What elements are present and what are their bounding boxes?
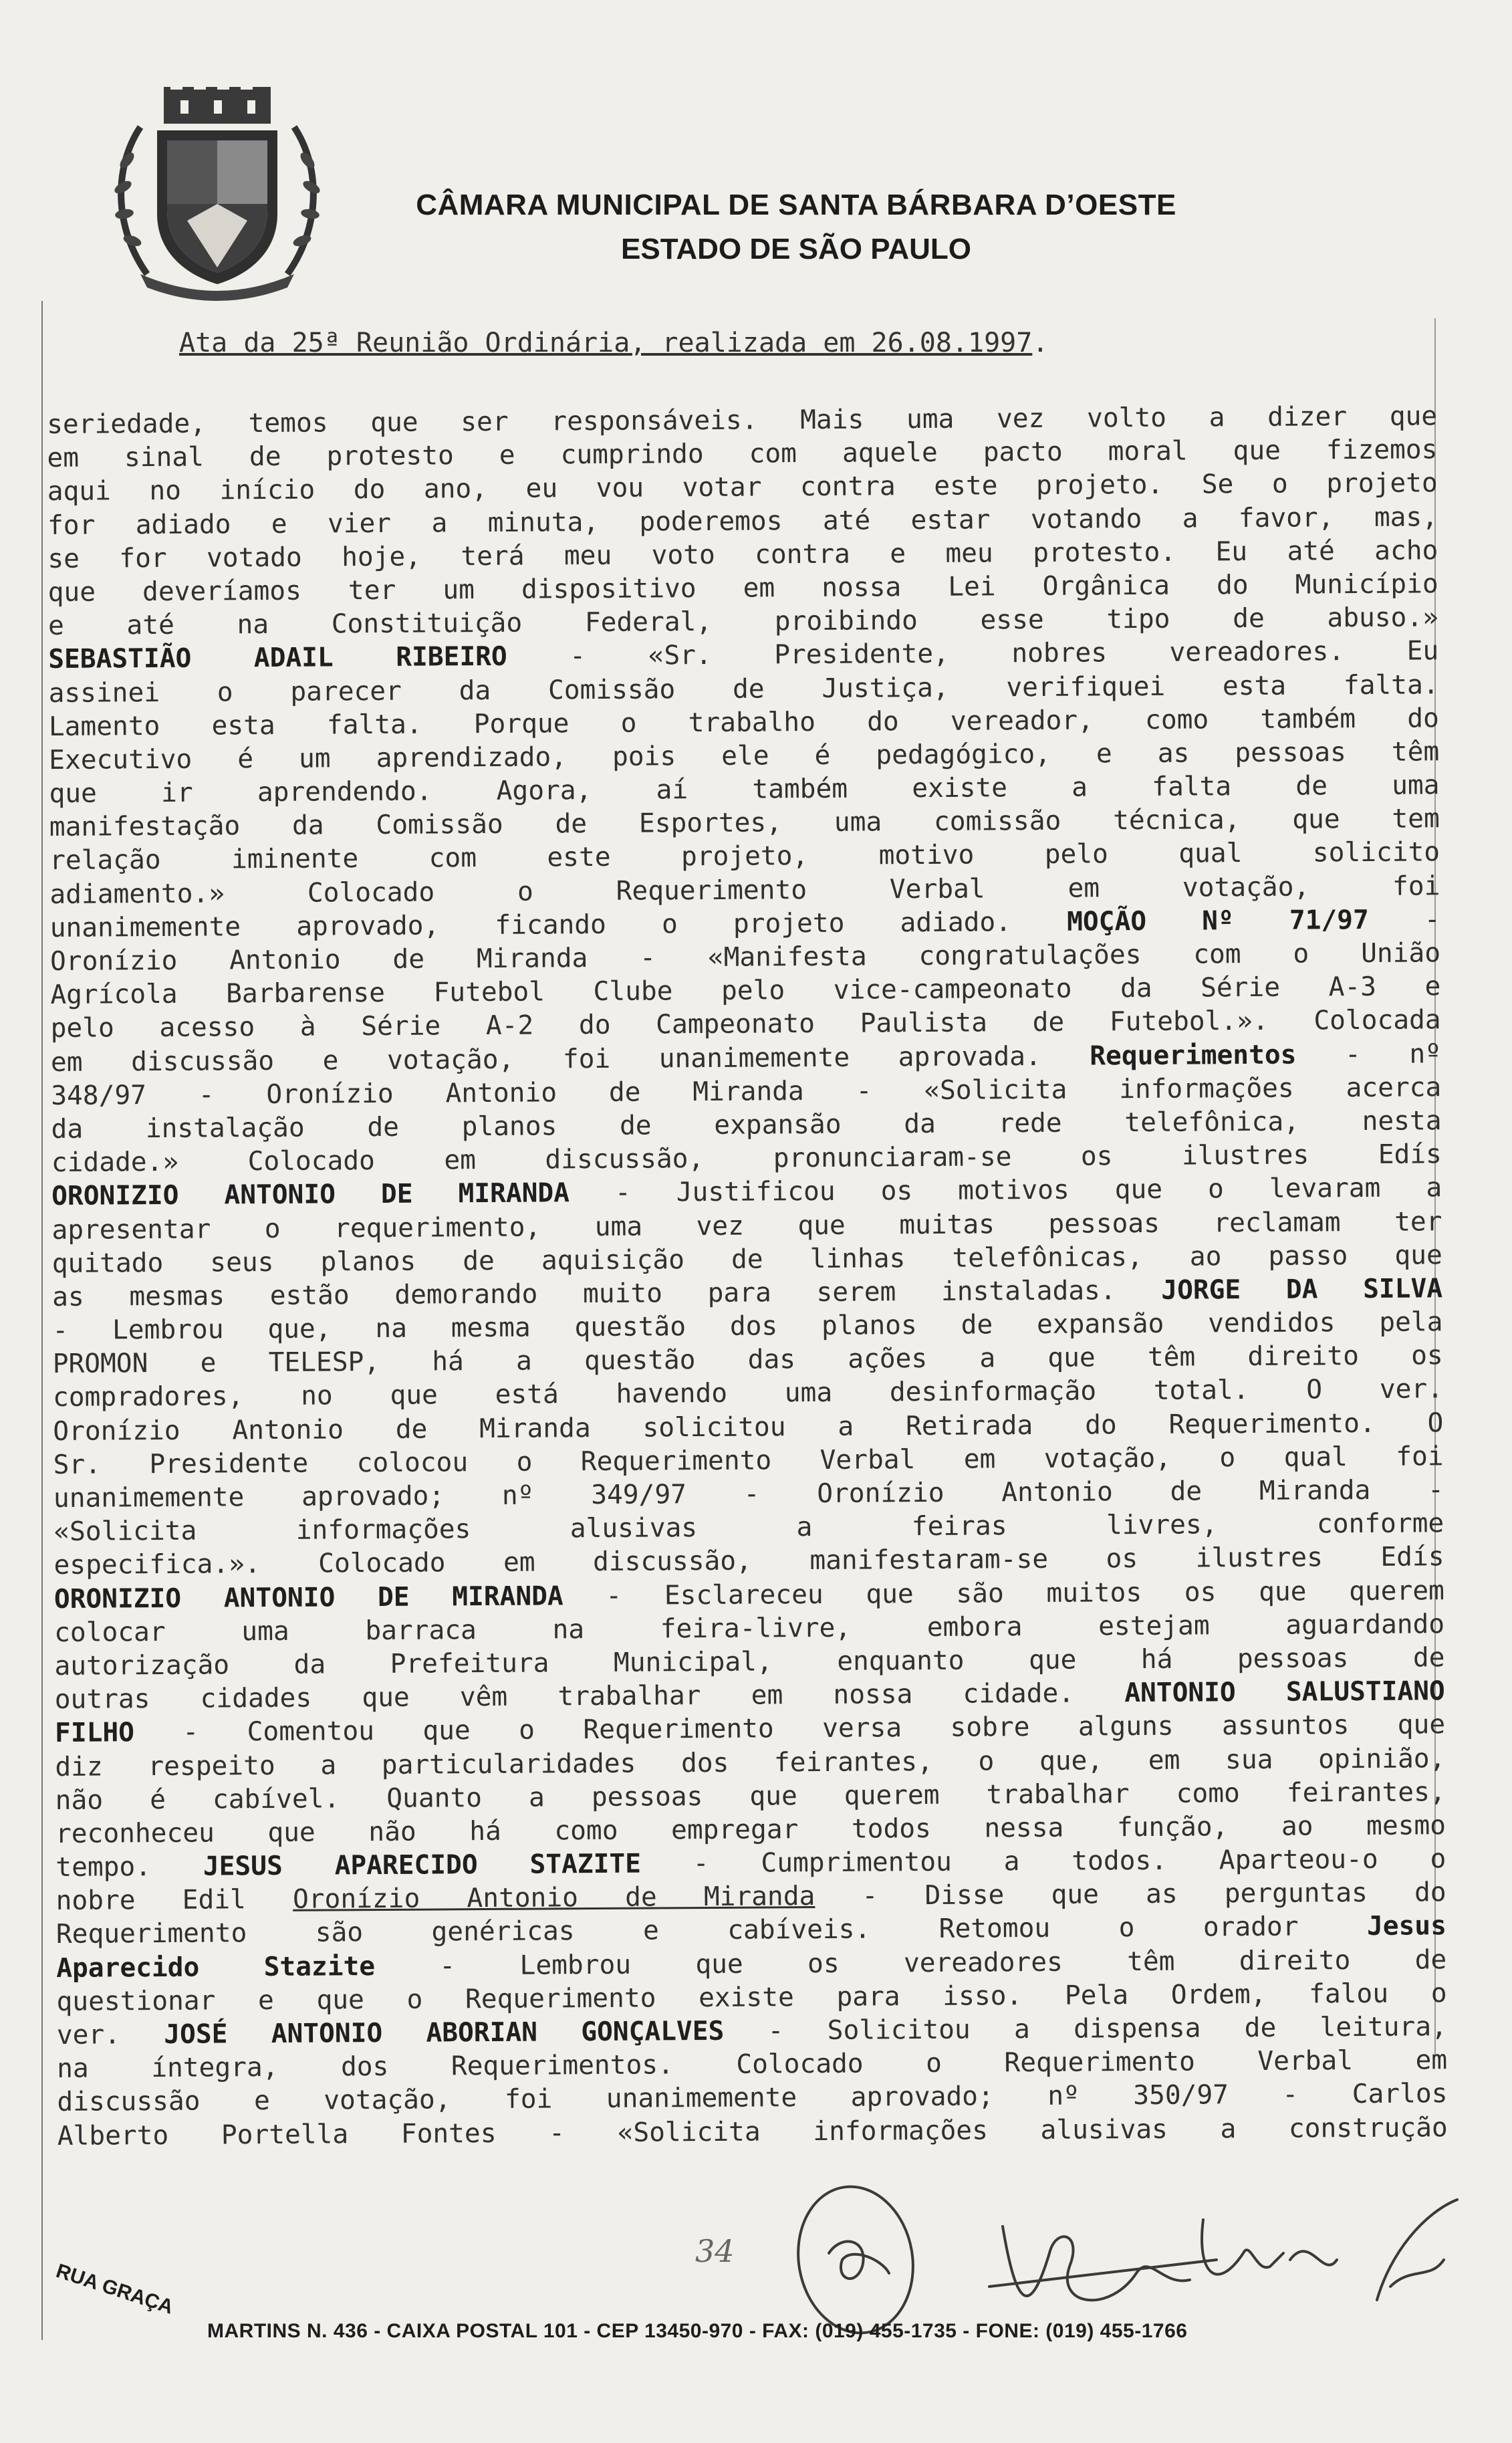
ata-title-end: . <box>1032 328 1049 358</box>
minutes-line: da instalação de planos de expansão da rede telefônica, nesta <box>51 1105 1442 1145</box>
minutes-line: manifestação da Comissão de Esportes, uma comissão técnica, que tem <box>49 803 1440 843</box>
ata-title <box>179 328 1048 358</box>
page-number: 34 <box>695 2233 735 2269</box>
org-state: ESTADO DE SÃO PAULO <box>621 233 971 265</box>
minutes-line: nobre Edil Oronízio Antonio de Miranda - Disse que as perguntas do <box>55 1877 1446 1917</box>
speaker-name: ORONIZIO ANTONIO DE MIRANDA <box>51 1177 570 1212</box>
minutes-line: Executivo é um aprendizado, pois ele é pedagógico, e as pessoas têm <box>49 736 1440 776</box>
minutes-line: não é cabível. Quanto a pessoas que querem trabalhar como feirantes, <box>55 1776 1446 1816</box>
minutes-line: se for votado hoje, terá meu voto contra e meu protesto. Eu até acho <box>47 535 1438 574</box>
minutes-line: ORONIZIO ANTONIO DE MIRANDA - Esclareceu que são muitos os que querem <box>53 1575 1444 1615</box>
minutes-line: apresentar o requerimento, uma vez que muitas pessoas reclamam ter <box>51 1205 1442 1246</box>
minutes-line: pelo acesso à Série A-2 do Campeonato Paulista de Futebol.». Colocada <box>50 1004 1441 1044</box>
coat-of-arms-icon <box>107 74 328 301</box>
minutes-line: unanimemente aprovado; nº 349/97 - Oronízio Antonio de Miranda - <box>53 1474 1444 1514</box>
speaker-name: Requerimentos <box>1090 1039 1297 1072</box>
speaker-name: FILHO <box>54 1717 135 1749</box>
minutes-line: Agrícola Barbarense Futebol Clube pelo vice-campeonato da Série A-3 e <box>50 971 1441 1011</box>
speaker-name: JORGE DA SILVA <box>1161 1273 1443 1306</box>
speaker-name: Jesus <box>1366 1910 1447 1942</box>
minutes-line: FILHO - Comentou que o Requerimento versa sobre alguns assuntos que <box>54 1709 1446 1749</box>
speaker-name: Aparecido Stazite <box>56 1950 376 1984</box>
minutes-line: quitado seus planos de aquisição de linhas telefônicas, ao passo que <box>51 1239 1442 1279</box>
underlined-name: Oronízio Antonio de Miranda <box>292 1881 815 1915</box>
minutes-line: Oronízio Antonio de Miranda solicitou a Retirada do Requerimento. O <box>53 1407 1444 1447</box>
minutes-line: tempo. JESUS APARECIDO STAZITE - Cumprimentou a todos. Aparteou-o o <box>55 1843 1446 1883</box>
minutes-line: em sinal de protesto e cumprindo com aquele pacto moral que fizemos <box>47 434 1438 474</box>
minutes-line: autorização da Prefeitura Municipal, enquanto que há pessoas de <box>54 1642 1445 1681</box>
minutes-line: que ir aprendendo. Agora, aí também existe a falta de uma <box>49 770 1440 810</box>
speaker-name: SEBASTIÃO ADAIL RIBEIRO <box>48 641 507 675</box>
left-margin-rule <box>41 301 43 2340</box>
minutes-line: especifica.». Colocado em discussão, manifestaram-se os ilustres Edís <box>53 1541 1444 1581</box>
minutes-line: outras cidades que vêm trabalhar em nossa cidade. ANTONIO SALUSTIANO <box>54 1675 1445 1716</box>
minutes-line: Requerimento são genéricas e cabíveis. Retomou o orador Jesus <box>55 1910 1447 1950</box>
minutes-body <box>47 399 1448 2152</box>
minutes-line: SEBASTIÃO ADAIL RIBEIRO - «Sr. Presidente, nobres vereadores. Eu <box>48 635 1439 675</box>
minutes-line: adiamento.» Colocado o Requerimento Verbal em votação, foi <box>49 870 1440 910</box>
minutes-line: as mesmas estão demorando muito para serem instaladas. JORGE DA SILVA <box>51 1273 1443 1312</box>
minutes-line: - Lembrou que, na mesma questão dos planos de expansão vendidos pela <box>52 1306 1443 1347</box>
minutes-line: reconheceu que não há como empregar todos nessa função, ao mesmo <box>55 1810 1446 1849</box>
footer-address: MARTINS N. 436 - CAIXA POSTAL 101 - CEP 13450-970 - FAX: (019) 455-1735 - FONE: (019) 455-1766 <box>207 2320 1188 2342</box>
minutes-line: Alberto Portella Fontes - «Solicita informações alusivas a construção <box>57 2111 1448 2151</box>
speaker-name: JESUS APARECIDO STAZITE <box>203 1848 642 1882</box>
minutes-line: que deveríamos ter um dispositivo em nossa Lei Orgânica do Município <box>47 568 1438 608</box>
minutes-line: ORONIZIO ANTONIO DE MIRANDA - Justificou os motivos que o levaram a <box>51 1172 1442 1212</box>
minutes-line: em discussão e votação, foi unanimemente aprovada. Requerimentos - nº <box>50 1038 1442 1078</box>
minutes-line: Sr. Presidente colocou o Requerimento Verbal em votação, o qual foi <box>53 1441 1444 1480</box>
minutes-line: Oronízio Antonio de Miranda - «Manifesta congratulações com o União <box>49 937 1441 977</box>
minutes-line: cidade.» Colocado em discussão, pronunciaram-se os ilustres Edís <box>51 1139 1442 1179</box>
minutes-line: diz respeito a particularidades dos feirantes, o que, em sua opinião, <box>55 1742 1446 1782</box>
minutes-line: questionar e que o Requerimento existe para isso. Pela Ordem, falou o <box>56 1978 1447 2017</box>
minutes-line: e até na Constituição Federal, proibindo esse tipo de abuso.» <box>47 602 1439 642</box>
ata-title-text: Ata da 25ª Reunião Ordinária, realizada em 26.08.1997 <box>179 328 1033 358</box>
minutes-line: Aparecido Stazite - Lembrou que os vereadores têm direito de <box>56 1944 1447 1984</box>
minutes-line: Lamento esta falta. Porque o trabalho do vereador, como também do <box>48 702 1440 742</box>
minutes-line: aqui no início do ano, eu vou votar contra este projeto. Se o projeto <box>47 467 1438 507</box>
minutes-line: ver. JOSÉ ANTONIO ABORIAN GONÇALVES - Solicitou a dispensa de leitura, <box>56 2011 1447 2051</box>
minutes-line: PROMON e TELESP, há a questão das ações a que têm direito os <box>52 1340 1443 1380</box>
minutes-line: discussão e votação, foi unanimemente aprovado; nº 350/97 - Carlos <box>57 2078 1448 2118</box>
minutes-line: assinei o parecer da Comissão de Justiça, verifiquei esta falta. <box>48 669 1439 709</box>
speaker-name: ANTONIO SALUSTIANO <box>1124 1675 1445 1709</box>
minutes-line: for adiado e vier a minuta, poderemos até estar votando a favor, mas, <box>47 501 1438 541</box>
org-name: CÂMARA MUNICIPAL DE SANTA BÁRBARA D’OESTE <box>416 189 1176 221</box>
footer-street-prefix: RUA GRAÇA <box>53 2260 176 2319</box>
minutes-line: colocar uma barraca na feira-livre, embora estejam aguardando <box>54 1609 1445 1648</box>
minutes-line: compradores, no que está havendo uma desinformação total. O ver. <box>52 1373 1444 1413</box>
minutes-line: «Solicita informações alusivas a feiras livres, conforme <box>53 1508 1444 1548</box>
speaker-name: ORONIZIO ANTONIO DE MIRANDA <box>53 1580 563 1615</box>
minutes-line: 348/97 - Oronízio Antonio de Miranda - «Solicita informações acerca <box>51 1072 1442 1111</box>
minutes-line: na íntegra, dos Requerimentos. Colocado o Requerimento Verbal em <box>57 2045 1448 2085</box>
minutes-line: seriedade, temos que ser responsáveis. Mais uma vez volto a dizer que <box>47 400 1438 440</box>
footer <box>47 2253 1491 2360</box>
speaker-name: MOÇÃO Nº 71/97 <box>1067 904 1369 937</box>
minutes-line: relação iminente com este projeto, motivo pelo qual solicito <box>49 836 1440 877</box>
speaker-name: JOSÉ ANTONIO ABORIAN GONÇALVES <box>164 2015 725 2050</box>
minutes-line: unanimemente aprovado, ficando o projeto adiado. MOÇÃO Nº 71/97 - <box>49 904 1440 943</box>
